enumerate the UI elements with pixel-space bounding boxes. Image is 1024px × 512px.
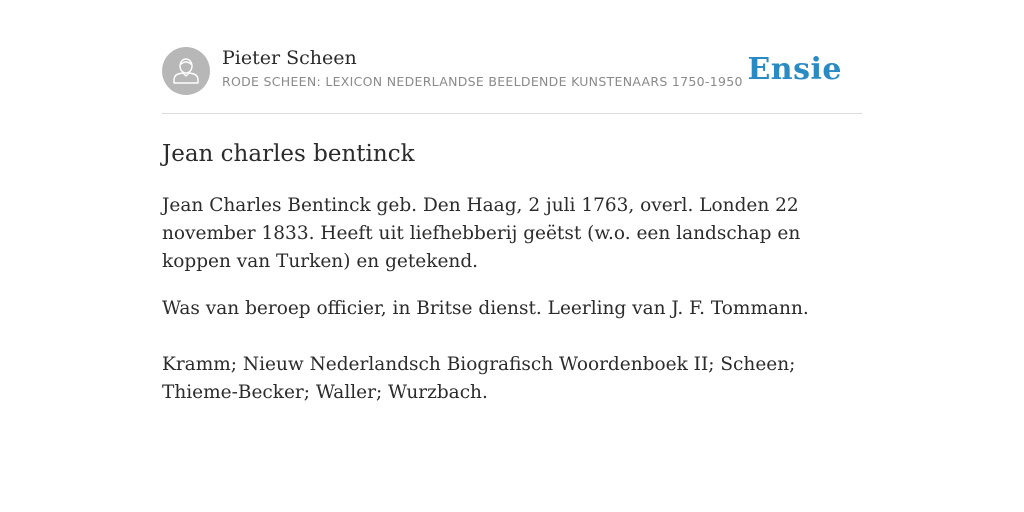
- user-silhouette-icon: [162, 47, 210, 95]
- article-header: [162, 40, 862, 114]
- article-title: Jean charles bentinck: [162, 141, 415, 167]
- article-paragraph-sources: Kramm; Nieuw Nederlandsch Biografisch Woordenboek II; Scheen; Thieme-Becker; Waller; Wurzbach.: [162, 354, 796, 403]
- ensie-logo[interactable]: Ensie: [747, 52, 842, 87]
- article-paragraph-profession: Was van beroep officier, in Britse dienst. Leerling van J. F. Tommann.: [162, 298, 809, 319]
- article-paragraph-biography: Jean Charles Bentinck geb. Den Haag, 2 juli 1763, overl. Londen 22 november 1833. Heeft uit liefhebberij geëtst (w.o. een landschap en koppen van Turken) en getekend.: [162, 195, 801, 272]
- source-title[interactable]: RODE SCHEEN: LEXICON NEDERLANDSE BEELDENDE KUNSTENAARS 1750-1950: [222, 74, 743, 89]
- article-card: [162, 40, 862, 407]
- author-name[interactable]: Pieter Scheen: [222, 47, 357, 69]
